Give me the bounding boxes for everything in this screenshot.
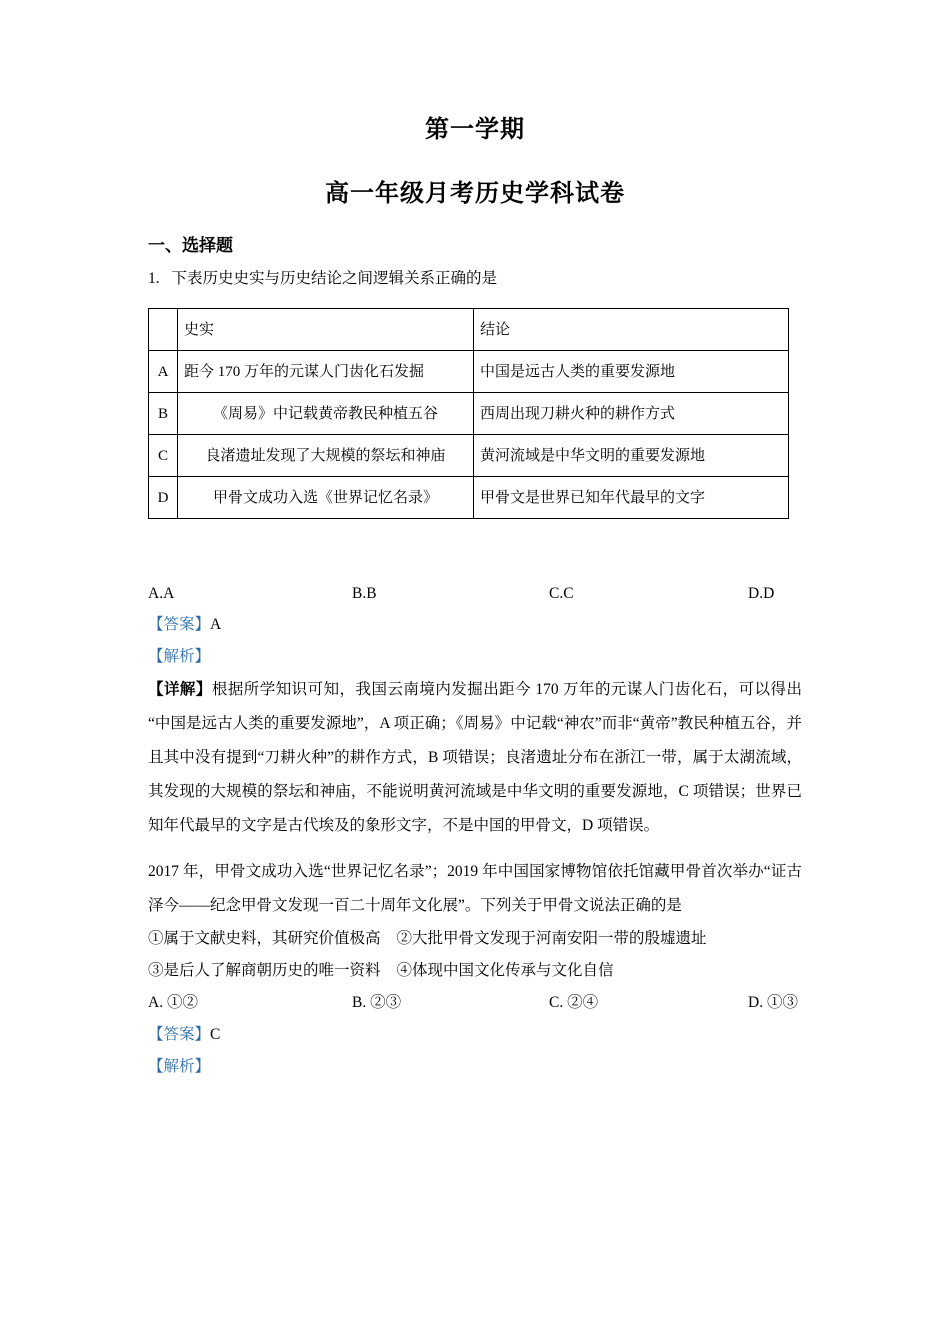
table-header-fact: 史实 [178,309,474,351]
table-row-label-b: B [149,393,178,435]
title-gap [148,148,802,176]
option-text: ①② [166,994,198,1011]
table-row-label-a: A [149,351,178,393]
answer-tag: 【答案】 [148,616,211,633]
document-title-line-2: 高一年级月考历史学科试卷 [325,181,625,207]
option-key: B. [352,994,367,1011]
option-text: D [763,585,775,602]
question-1-detail-paragraph [148,673,802,843]
question-2-option-d[interactable] [748,987,798,1019]
table-row [149,351,789,393]
table-header-conclusion: 结论 [474,309,789,351]
question-2-statement-row-1 [148,923,802,955]
table-cell-fact-c: 良渚遗址发现了大规模的祭坛和神庙 [178,435,474,477]
option-text: ②③ [370,994,402,1011]
option-key: C. [549,585,564,602]
option-text: C [563,585,574,602]
question-1-table [148,308,789,519]
question-2-option-a[interactable] [148,987,198,1019]
question-1-answer-line [148,609,802,641]
question-2-statement-2: ②大批甲骨文发现于河南安阳一带的殷墟遗址 [396,930,707,947]
table-header-corner [149,309,178,351]
question-2-option-b[interactable] [352,987,401,1019]
table-cell-fact-b: 《周易》中记载黄帝教民种植五谷 [178,393,474,435]
question-2-statement-row-2 [148,955,802,987]
option-key: A. [148,994,164,1011]
question-2-options [148,987,802,1019]
question-1-option-b[interactable] [352,579,377,609]
detail-tag: 【详解】 [148,681,212,698]
question-1-option-d[interactable] [748,579,774,609]
question-1-number: 1. [148,270,160,287]
table-cell-conclusion-c: 黄河流域是中华文明的重要发源地 [474,435,789,477]
table-cell-conclusion-d: 甲骨文是世界已知年代最早的文字 [474,477,789,519]
option-text: ②④ [567,994,599,1011]
question-2-answer-line [148,1019,802,1051]
heading-gap [148,212,802,232]
question-2-statement-4: ④体现中国文化传承与文化自信 [396,962,614,979]
section-heading-multiple-choice: 一、选择题 [148,236,233,255]
table-row-label-c: C [149,435,178,477]
option-text: A [163,585,175,602]
answer-tag: 【答案】 [148,1026,211,1043]
question-1-options [148,579,802,609]
table-row [149,435,789,477]
option-key: B. [352,585,367,602]
detail-text: 根据所学知识可知，我国云南境内发掘出距今 170 万年的元谋人门齿化石，可以得出“中国是远古人类的重要发源地”，A 项正确；《周易》中记载“神农”而非“黄帝”教民种植五谷，并且其中没有提到“刀耕火种”的耕作方式，B 项错误；良渚遗址分布在浙江一带，属于太湖流域，其发现的大规模的祭坛和神庙，不能说明黄河流域是中华文明的重要发源地，C 项错误；世界已知年代最早的文字是古代埃及的象形文字，不是中国的甲骨文，D 项错误。 [148,681,802,834]
table-row [149,477,789,519]
table-cell-fact-d: 甲骨文成功入选《世界记忆名录》 [178,477,474,519]
table-cell-conclusion-b: 西周出现刀耕火种的耕作方式 [474,393,789,435]
question-1-option-c[interactable] [549,579,574,609]
option-key: D. [748,994,764,1011]
question-2-analysis-tag: 【解析】 [148,1058,211,1075]
top-spacer [148,0,802,112]
question-1-stem [148,264,802,294]
question-2-stem-text: 2017 年，甲骨文成功入选“世界记忆名录”；2019 年中国国家博物馆依托馆藏甲骨首次举办“证古泽今——纪念甲骨文发现一百二十周年文化展”。下列关于甲骨文说法正确的是 [148,863,802,914]
table-row [149,393,789,435]
question-2-stem [148,855,802,923]
table-header-row [149,309,789,351]
table-cell-fact-a: 距今 170 万年的元谋人门齿化石发掘 [178,351,474,393]
table-bottom-spacer [148,519,802,579]
question-2-statement-3: ③是后人了解商朝历史的唯一资料 [148,962,381,979]
question-2-option-c[interactable] [549,987,598,1019]
table-cell-conclusion-a: 中国是远古人类的重要发源地 [474,351,789,393]
document-title-line-1: 第一学期 [425,117,525,143]
question-1-option-a[interactable] [148,579,174,609]
question-2-answer-value: C [210,1026,221,1043]
question-1-stem-text: 下表历史史实与历史结论之间逻辑关系正确的是 [171,270,498,287]
option-key: A. [148,585,164,602]
question-2-gap [148,843,802,855]
option-text: B [366,585,377,602]
question-1-answer-value: A [210,616,222,633]
question-1-analysis-tag: 【解析】 [148,648,211,665]
option-text: ①③ [766,994,798,1011]
option-key: C. [549,994,564,1011]
table-row-label-d: D [149,477,178,519]
question-2-statement-1: ①属于文献史料，其研究价值极高 [148,930,381,947]
option-key: D. [748,585,764,602]
